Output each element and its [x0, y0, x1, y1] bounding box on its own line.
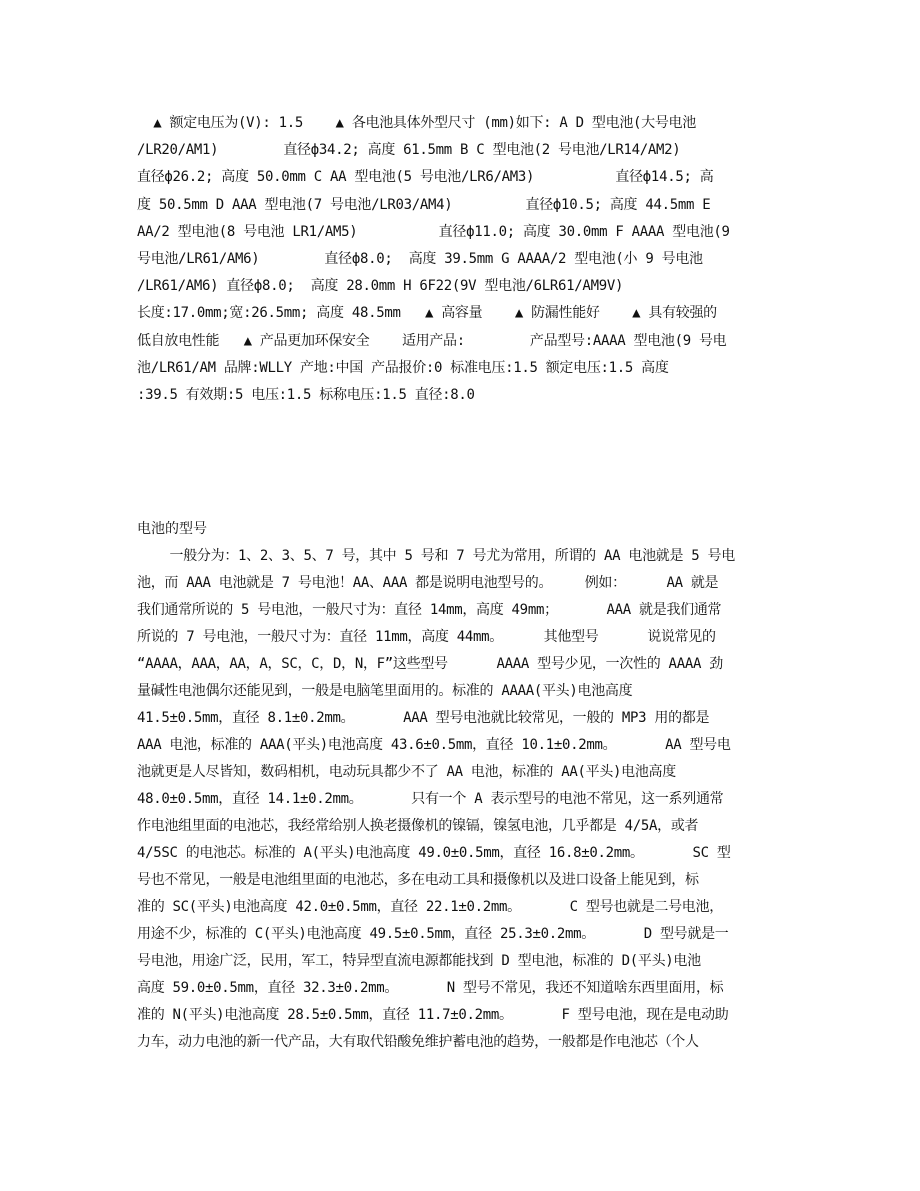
text-line: 力车，动力电池的新一代产品，大有取代铅酸免维护蓄电池的趋势，一般都是作电池芯（个人 — [137, 1034, 699, 1050]
text-line: 度 50.5mm D AAA 型电池(7 号电池/LR03/AM4) 直径ф10.5; 高度 44.5mm E — [137, 196, 711, 213]
text-line: 所说的 7 号电池，一般尺寸为：直径 11mm，高度 44mm。 其他型号 说说常见的 — [137, 629, 716, 645]
battery-spec-paragraph — [137, 110, 797, 409]
text-line: 用途不少，标准的 C(平头)电池高度 49.5±0.5mm，直径 25.3±0.2mm。 D 型号就是一 — [137, 926, 729, 942]
text-line: 直径ф26.2; 高度 50.0mm C AA 型电池(5 号电池/LR6/AM3) 直径ф14.5; 高 — [137, 169, 714, 186]
text-line: AAA 电池，标准的 AAA(平头)电池高度 43.6±0.5mm，直径 10.1±0.2mm。 AA 型号电 — [137, 737, 731, 753]
text-line: 准的 N(平头)电池高度 28.5±0.5mm，直径 11.7±0.2mm。 F 型号电池，现在是电动助 — [137, 1007, 729, 1023]
text-line: 高度 59.0±0.5mm，直径 32.3±0.2mm。 N 型号不常见，我还不知道啥东西里面用，标 — [137, 980, 724, 996]
text-line: AA/2 型电池(8 号电池 LR1/AM5) 直径ф11.0; 高度 30.0mm F AAAA 型电池(9 — [137, 223, 730, 240]
section-heading: 电池的型号 — [137, 521, 207, 537]
text-line: :39.5 有效期:5 电压:1.5 标称电压:1.5 直径:8.0 — [137, 386, 475, 403]
text-line: /LR61/AM6) 直径ф8.0; 高度 28.0mm H 6F22(9V 型电池/6LR61/AM9V) — [137, 278, 624, 295]
text-line: 号也不常见，一般是电池组里面的电池芯，多在电动工具和摄像机以及进口设备上能见到，标 — [137, 872, 699, 888]
text-line: 41.5±0.5mm，直径 8.1±0.2mm。 AAA 型号电池就比较常见，一般的 MP3 用的都是 — [137, 710, 710, 726]
text-line: 号电池，用途广泛，民用，军工，特异型直流电源都能找到 D 型电池，标准的 D(平头)电池 — [137, 953, 701, 969]
battery-models-paragraph — [137, 543, 797, 1056]
text-line: 池/LR61/AM 品牌:WLLY 产地:中国 产品报价:0 标准电压:1.5 额定电压:1.5 高度 — [137, 359, 669, 376]
text-line: 4/5SC 的电池芯。标准的 A(平头)电池高度 49.0±0.5mm，直径 16.8±0.2mm。 SC 型 — [137, 845, 731, 861]
text-line: 号电池/LR61/AM6) 直径ф8.0; 高度 39.5mm G AAAA/2 型电池(小 9 号电池 — [137, 250, 703, 267]
text-line: 池，而 AAA 电池就是 7 号电池！AA、AAA 都是说明电池型号的。 例如： AA 就是 — [137, 575, 719, 591]
text-line: 一般分为：1、2、3、5、7 号，其中 5 号和 7 号尤为常用，所谓的 AA 电池就是 5 号电 — [137, 548, 735, 564]
text-line: 低自放电性能 ▲ 产品更加环保安全 适用产品: 产品型号:AAAA 型电池(9 号电 — [137, 332, 727, 349]
text-line: ▲ 额定电压为(V): 1.5 ▲ 各电池具体外型尺寸 (mm)如下: A D 型电池(大号电池 — [137, 115, 696, 131]
text-line: 我们通常所说的 5 号电池，一般尺寸为：直径 14mm，高度 49mm； AAA 就是我们通常 — [137, 602, 722, 618]
text-line: 池就更是人尽皆知，数码相机，电动玩具都少不了 AA 电池，标准的 AA(平头)电池高度 — [137, 764, 676, 780]
text-line: 长度:17.0mm;宽:26.5mm; 高度 48.5mm ▲ 高容量 ▲ 防漏性能好 ▲ 具有较强的 — [137, 305, 717, 322]
text-line: 量碱性电池偶尔还能见到，一般是电脑笔里面用的。标准的 AAAA(平头)电池高度 — [137, 683, 633, 699]
text-line: 准的 SC(平头)电池高度 42.0±0.5mm，直径 22.1±0.2mm。 C 型号也就是二号电池， — [137, 899, 723, 915]
text-line: “AAAA，AAA，AA，A，SC，C，D，N，F”这些型号 AAAA 型号少见，一次性的 AAAA 劲 — [137, 656, 723, 672]
text-line: 作电池组里面的电池芯，我经常给别人换老摄像机的镍镉，镍氢电池，几乎都是 4/5A，或者 — [137, 818, 699, 834]
text-line: 48.0±0.5mm，直径 14.1±0.2mm。 只有一个 A 表示型号的电池不常见，这一系列通常 — [137, 791, 724, 807]
text-line: /LR20/AM1) 直径ф34.2; 高度 61.5mm B C 型电池(2 号电池/LR14/AM2) — [137, 142, 681, 159]
